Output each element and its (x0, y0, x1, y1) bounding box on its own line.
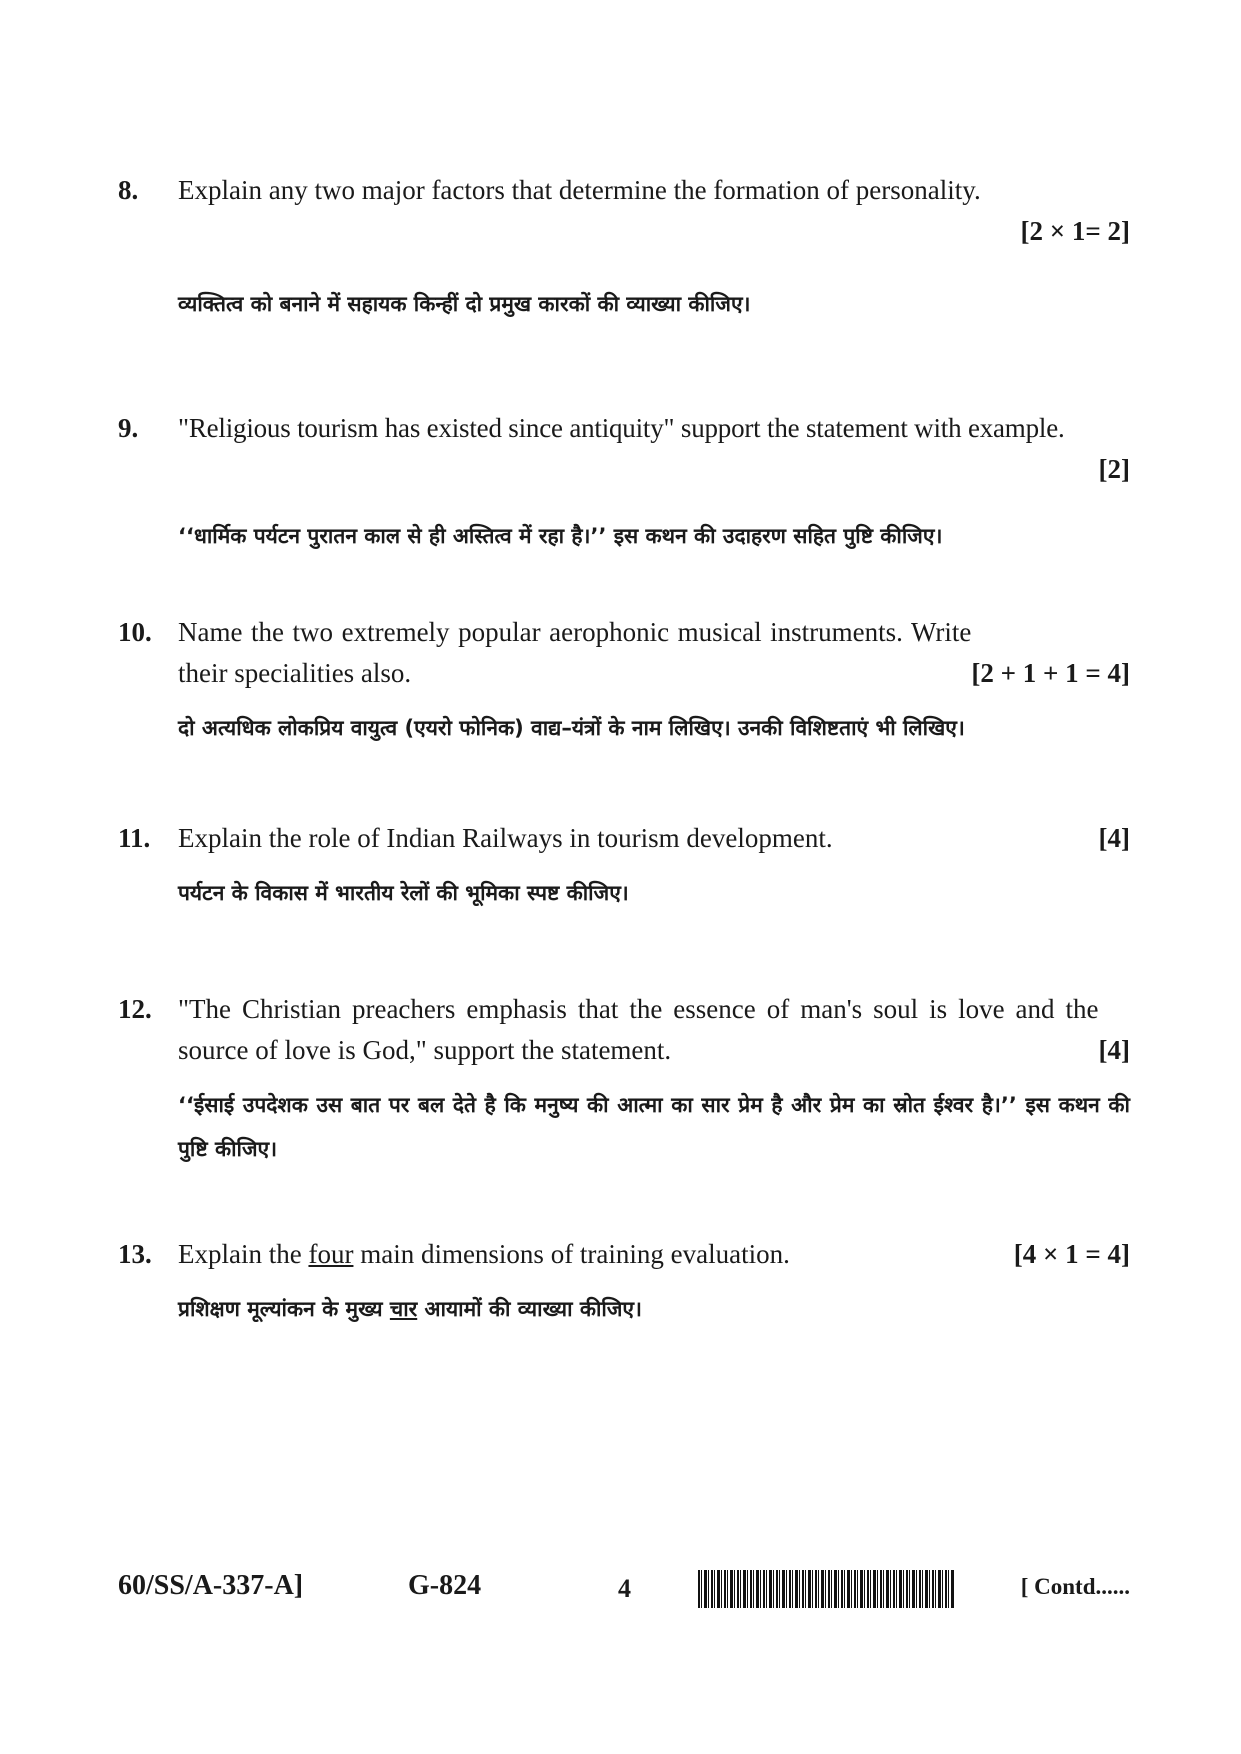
question-text: "Religious tourism has existed since antiquity" support the statement with example. (178, 413, 1065, 443)
question-text: [2 + 1 + 1 = 4] Name the two extremely popular aerophonic musical instruments. Write their specialities also. (178, 612, 1130, 694)
question-number: 13. (118, 1239, 152, 1269)
question-number: 10. (118, 617, 152, 647)
question-text: [4] "The Christian preachers emphasis that the essence of man's soul is love and the source of love is God," support the statement. (178, 989, 1130, 1071)
question-number: 12. (118, 994, 152, 1024)
page-footer (118, 1570, 1130, 1610)
question-marks: [4] (1098, 1035, 1130, 1065)
question-text-hindi: ‘‘धार्मिक पर्यटन पुरातन काल से ही अस्तित्व में रहा है।’’ इस कथन की उदाहरण सहित पुष्टि कीजिए। (178, 524, 943, 548)
question-text: [4 × 1 = 4] Explain the four main dimensions of training evaluation. (178, 1234, 1130, 1275)
question-number: 8. (118, 175, 139, 205)
emphasis-word: four (308, 1239, 354, 1269)
continued-label: [ Contd...... (1020, 1574, 1130, 1599)
question-text-hindi: दो अत्यधिक लोकप्रिय वायुत्व (एयरो फोनिक) वाद्य–यंत्रों के नाम लिखिए। उनकी विशिष्टताएं भी लिखिए। (178, 716, 965, 740)
question-marks: [4] (1098, 823, 1130, 853)
question-marks: [2 × 1= 2] (1020, 216, 1130, 246)
question-text-hindi: ‘‘ईसाई उपदेशक उस बात पर बल देते है कि मनुष्य की आत्मा का सार प्रेम है और प्रेम का स्रोत ईश्वर है।’’ इस कथन की पुष्टि कीजिए। (178, 1093, 1130, 1161)
page-number: 4 (618, 1574, 631, 1603)
barcode-image (698, 1570, 954, 1608)
question-marks: [2 + 1 + 1 = 4] (971, 658, 1130, 688)
question-text: Explain any two major factors that determine the formation of personality. (178, 175, 981, 205)
question-text-hindi: प्रशिक्षण मूल्यांकन के मुख्य चार आयामों की व्याख्या कीजिए। (178, 1297, 642, 1321)
question-marks: [4 × 1 = 4] (1013, 1239, 1130, 1269)
paper-code: 60/SS/A-337-A] (118, 1570, 304, 1601)
question-marks: [2] (1098, 454, 1130, 484)
question-number: 9. (118, 413, 139, 443)
question-text-hindi: व्यक्तित्व को बनाने में सहायक किन्हीं दो प्रमुख कारकों की व्याख्या कीजिए। (178, 292, 751, 316)
question-number: 11. (118, 823, 151, 853)
series-code: G-824 (408, 1570, 482, 1601)
emphasis-word-hindi: चार (389, 1297, 418, 1321)
question-text-hindi: पर्यटन के विकास में भारतीय रेलों की भूमिका स्पष्ट कीजिए। (178, 881, 629, 905)
question-text: [4] Explain the role of Indian Railways in tourism development. (178, 818, 1130, 859)
